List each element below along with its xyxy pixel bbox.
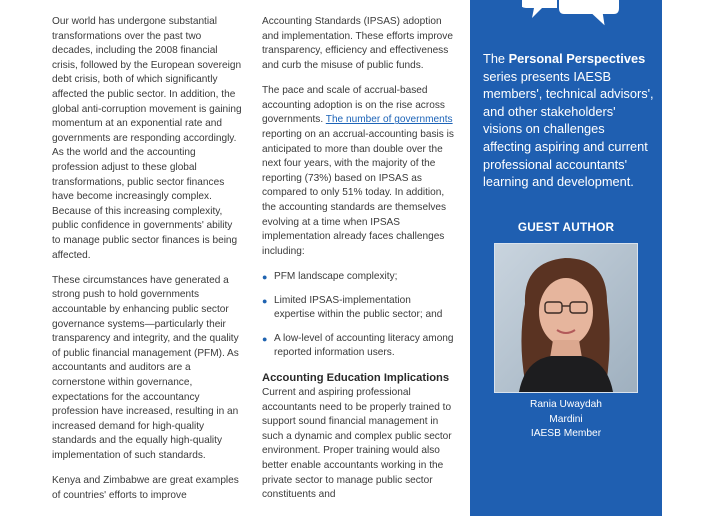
intro-text: The [483,51,509,66]
list-item [262,294,454,323]
paragraph [262,84,454,259]
personal-perspectives-sidebar [470,0,662,516]
author-name: Rania Uwaydah [530,399,602,410]
bullet-icon: ● [262,333,268,344]
author-name: Mardini [549,413,583,425]
bullet-icon: ● [262,295,268,306]
paragraph: These circumstances have generated a strong push to hold governments accountable by enhancing public sector governance systems—particularly their transparency and integrity, and the quality of public financial management (PFM). As accountants and auditors are a cornerstone within governance, expectations for the accountancy profession have increased, resulting in an increased demand for high-quality standards and the equally high-quality implementation of such standards. [52,274,239,462]
article-column-1 [52,15,242,514]
bullet-icon: ● [262,272,268,283]
paragraph: Kenya and Zimbabwe are great examples of countries' efforts to improve [52,475,239,501]
list-item-text: PFM landscape complexity; [274,271,398,283]
author-caption [470,398,662,442]
paragraph: Accounting Standards (IPSAS) adoption and implementation. These efforts improve transparency, efficiency and effectiveness and curb the misuse of public funds. [262,16,453,71]
speech-bubbles-icon [522,0,622,43]
paragraph: Our world has undergone substantial transformations over the past two decades, including the 2008 financial crisis, followed by the European sovereign debt crisis, both of which significantly affected the public sector. In addition, the global anti-corruption movement is gaining momentum at an exponential rate and governments are responding accordingly. As the world and the accounting profession adjust to these global transformations, public sector finances have become increasingly complex. Because of this increasing complexity, public confidence in governments' ability to manage public sector finances is being affected. [52,16,242,261]
paragraph: Current and aspiring professional accountants need to be properly trained to support sound financial management in such a dynamic and complex public sector environment. Proper training would also better enable accountants working in the private sector to manage public sector constituents and [262,387,452,501]
article-column-2 [262,15,454,514]
intro-text: series presents IAESB members', technical advisors', and other stakeholders' visions on challenges affecting aspiring and current professional accountants' learning and development. [483,68,654,190]
section-heading: Accounting Education Implications [262,372,450,385]
list-item [262,332,454,361]
author-photo [494,243,638,393]
paragraph-text: reporting on an accrual-accounting basis is anticipated to more than double over the next four years, with the majority of the reporting (73%) based on IPSAS as compared to only 51% today. In addition, the accounting standards are themselves evolving at a time when IPSAS implementation already faces challenges including: [262,128,454,257]
series-name: Personal Perspectives [508,51,646,66]
paragraph-text: The pace and scale of accrual-based accounting adoption is on the rise across governments. [262,85,445,126]
author-role: IAESB Member [530,428,602,440]
list-item-text: Limited IPSAS-implementation expertise within the public sector; and [274,294,443,321]
challenges-list [262,270,454,361]
number-of-governments-link[interactable]: The number of governments [325,114,453,126]
list-item-text: A low-level of accounting literacy among reported information users. [274,332,454,359]
list-item [262,270,454,285]
series-intro [483,50,655,191]
guest-author-label: GUEST AUTHOR [517,220,615,234]
